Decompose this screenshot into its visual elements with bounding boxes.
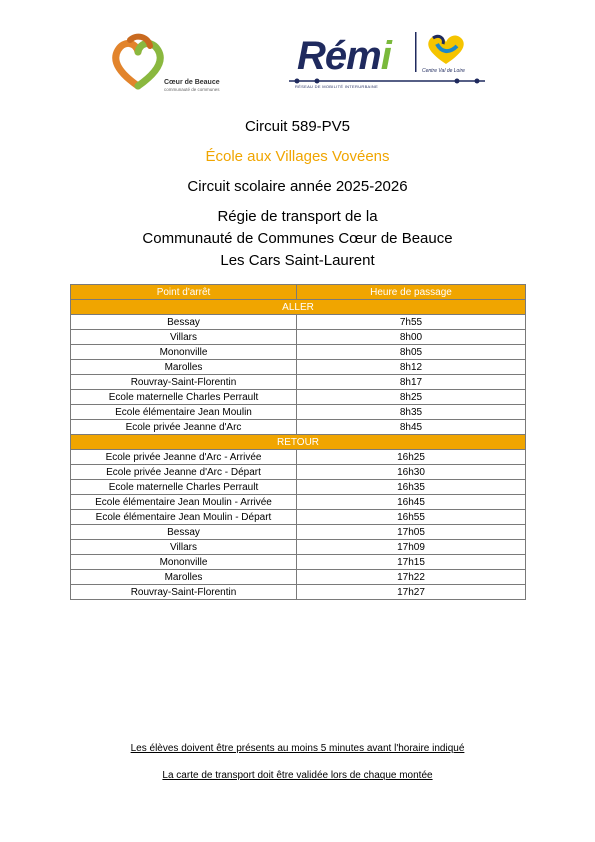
remi-logo — [285, 28, 490, 96]
stop-cell: Mononville — [71, 555, 297, 570]
section-aller-row — [71, 300, 526, 315]
table-row — [71, 390, 526, 405]
note-transport-card: La carte de transport doit être validée lors de chaque montée — [162, 770, 433, 781]
stop-cell: Ecole privée Jeanne d'Arc - Départ — [71, 465, 297, 480]
regie-line-1: Régie de transport de la — [217, 208, 378, 225]
remi-wordmark-b: i — [380, 34, 391, 78]
stop-cell: Mononville — [71, 345, 297, 360]
table-row — [71, 570, 526, 585]
year-title: Circuit scolaire année 2025-2026 — [187, 178, 408, 195]
table-row — [71, 555, 526, 570]
table-row — [71, 525, 526, 540]
coeur-de-beauce-logo — [108, 32, 228, 96]
title-block — [0, 116, 595, 272]
stop-cell: Ecole élémentaire Jean Moulin - Arrivée — [71, 495, 297, 510]
coeur-logo-subtitle: communauté de communes — [164, 87, 220, 92]
stop-cell: Rouvray-Saint-Florentin — [71, 585, 297, 600]
time-cell: 16h55 — [297, 510, 526, 525]
time-cell: 16h25 — [297, 450, 526, 465]
stop-cell: Ecole privée Jeanne d'Arc — [71, 420, 297, 435]
remi-tagline: RÉSEAU DE MOBILITÉ INTERURBAINE — [295, 84, 379, 89]
region-heart-icon — [423, 32, 469, 68]
time-cell: 8h25 — [297, 390, 526, 405]
coeur-logo-name: Cœur de Beauce — [164, 79, 220, 86]
table-row — [71, 345, 526, 360]
stop-cell: Bessay — [71, 525, 297, 540]
time-cell: 16h35 — [297, 480, 526, 495]
remi-wordmark — [297, 34, 391, 79]
table-row — [71, 465, 526, 480]
time-cell: 8h17 — [297, 375, 526, 390]
stop-cell: Ecole élémentaire Jean Moulin — [71, 405, 297, 420]
coeur-logo-text — [164, 79, 220, 93]
stop-cell: Marolles — [71, 570, 297, 585]
stop-cell: Ecole maternelle Charles Perrault — [71, 480, 297, 495]
time-cell: 17h05 — [297, 525, 526, 540]
table-row — [71, 495, 526, 510]
coeur-heart-icon — [108, 32, 168, 92]
time-cell: 8h00 — [297, 330, 526, 345]
time-cell: 17h15 — [297, 555, 526, 570]
stop-cell: Ecole privée Jeanne d'Arc - Arrivée — [71, 450, 297, 465]
footer-notes — [0, 742, 595, 783]
stop-cell: Bessay — [71, 315, 297, 330]
logo-bar — [0, 28, 595, 98]
stop-cell: Villars — [71, 540, 297, 555]
stop-cell: Villars — [71, 330, 297, 345]
stop-cell: Marolles — [71, 360, 297, 375]
time-cell: 8h12 — [297, 360, 526, 375]
time-cell: 16h30 — [297, 465, 526, 480]
table-row — [71, 405, 526, 420]
time-cell: 17h09 — [297, 540, 526, 555]
stop-cell: Ecole élémentaire Jean Moulin - Départ — [71, 510, 297, 525]
table-row — [71, 540, 526, 555]
section-retour-label: RETOUR — [71, 435, 526, 450]
schedule-table — [70, 284, 526, 600]
school-title: École aux Villages Vovéens — [205, 148, 390, 165]
remi-divider — [415, 32, 418, 72]
table-row — [71, 375, 526, 390]
time-cell: 16h45 — [297, 495, 526, 510]
schedule-header-row — [71, 285, 526, 300]
schedule-body — [71, 300, 526, 600]
time-cell: 8h35 — [297, 405, 526, 420]
table-row — [71, 420, 526, 435]
regie-line-2: Communauté de Communes Cœur de Beauce — [142, 230, 453, 247]
time-cell: 8h05 — [297, 345, 526, 360]
time-cell: 7h55 — [297, 315, 526, 330]
table-row — [71, 585, 526, 600]
time-cell: 8h45 — [297, 420, 526, 435]
table-row — [71, 315, 526, 330]
time-cell: 17h27 — [297, 585, 526, 600]
stop-cell: Rouvray-Saint-Florentin — [71, 375, 297, 390]
time-cell: 17h22 — [297, 570, 526, 585]
header-stop: Point d'arrêt — [71, 285, 297, 300]
section-retour-row — [71, 435, 526, 450]
remi-region-name: Centre Val de Loire — [422, 68, 465, 74]
regie-line-3: Les Cars Saint-Laurent — [220, 252, 375, 269]
header-time: Heure de passage — [297, 285, 526, 300]
table-row — [71, 330, 526, 345]
stop-cell: Ecole maternelle Charles Perrault — [71, 390, 297, 405]
table-row — [71, 480, 526, 495]
remi-wordmark-a: Rém — [297, 34, 381, 78]
circuit-title: Circuit 589-PV5 — [244, 118, 351, 135]
section-aller-label: ALLER — [71, 300, 526, 315]
table-row — [71, 510, 526, 525]
note-arrival-time: Les élèves doivent être présents au moins 5 minutes avant l'horaire indiqué — [130, 743, 465, 754]
table-row — [71, 450, 526, 465]
table-row — [71, 360, 526, 375]
